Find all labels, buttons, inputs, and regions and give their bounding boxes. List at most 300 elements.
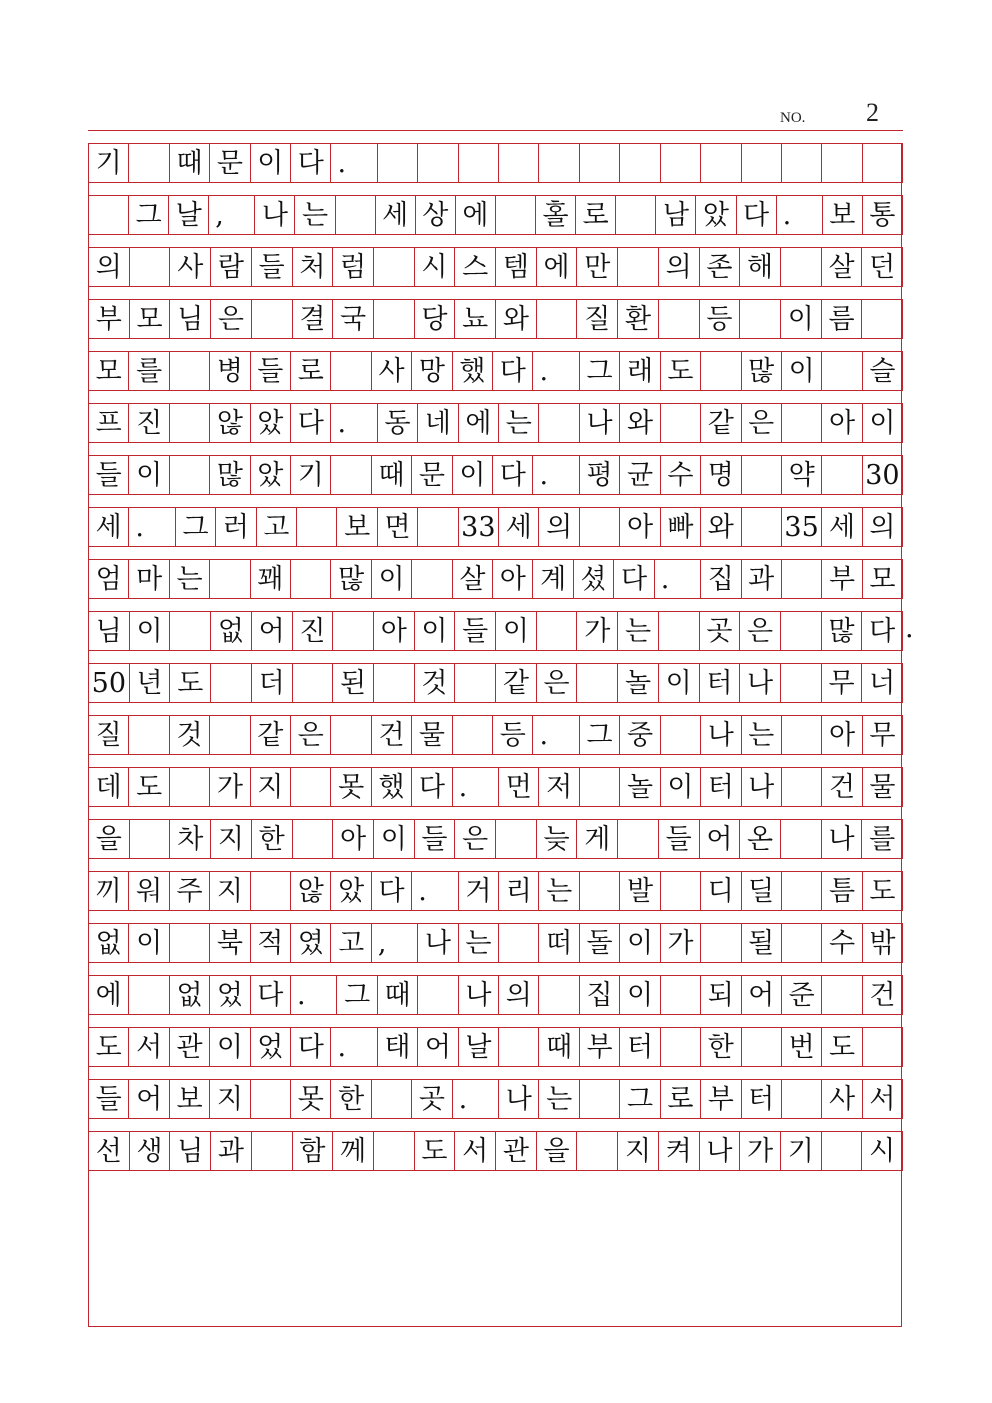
manuscript-cell: 먼 [499,768,539,806]
manuscript-cell: 같 [251,716,291,754]
manuscript-cell [170,924,210,962]
manuscript-cell: 어 [129,1080,169,1118]
manuscript-cell: 것 [170,716,210,754]
manuscript-cell [618,248,659,286]
manuscript-cell: 로 [576,196,616,234]
manuscript-cell [539,144,579,182]
manuscript-cell [863,144,903,182]
manuscript-cell [701,352,741,390]
manuscript-cell: 이 [210,1028,250,1066]
manuscript-cell: 다 [493,456,533,494]
manuscript-cell: 고 [257,508,297,546]
page-number: 2 [866,98,879,127]
manuscript-cell: 나 [499,1080,539,1118]
manuscript-cell: 진 [129,404,169,442]
manuscript-cell: 서 [455,1132,496,1170]
manuscript-cell: 거 [459,872,499,910]
manuscript-cell [453,716,493,754]
manuscript-cell: 터 [742,1080,782,1118]
manuscript-cell: 사 [170,248,211,286]
manuscript-cell [661,1028,701,1066]
manuscript-cell: 30 [863,456,903,494]
manuscript-cell [537,612,578,650]
manuscript-cell: 이 [620,924,660,962]
manuscript-cell: . [412,872,458,910]
manuscript-cell: 평 [580,456,620,494]
manuscript-cell: 의 [659,248,700,286]
manuscript-cell [378,144,418,182]
manuscript-cell: 발 [620,872,660,910]
manuscript-cell: 어 [252,612,293,650]
manuscript-cell: 준 [782,976,822,1014]
manuscript-cell [782,924,822,962]
manuscript-cell [701,924,741,962]
manuscript-cell [496,820,537,858]
manuscript-cell: 았 [331,872,371,910]
manuscript-cell: 아 [333,820,374,858]
manuscript-cell: 동 [378,404,418,442]
manuscript-cell: 는 [618,612,659,650]
manuscript-cell [580,144,620,182]
manuscript-cell [822,352,862,390]
manuscript-cell: 문 [412,456,452,494]
manuscript-cell: 는 [170,560,210,598]
manuscript-cell: 들 [251,352,291,390]
manuscript-cell: 곳 [700,612,741,650]
manuscript-cell: 된 [333,664,374,702]
manuscript-cell [129,716,169,754]
manuscript-cell: 이 [620,976,660,1014]
manuscript-cell: 뇨 [455,300,496,338]
manuscript-cell: 너 [862,664,903,702]
manuscript-cell [211,664,252,702]
manuscript-cell: 이 [129,456,169,494]
manuscript-cell: 이 [129,924,169,962]
manuscript-cell [862,300,903,338]
manuscript-cell: 환 [618,300,659,338]
manuscript-cell [661,404,701,442]
manuscript-cell: 사 [822,1080,862,1118]
manuscript-cell: 날 [169,196,209,234]
manuscript-cell: 나 [742,768,782,806]
manuscript-cell: 35 [782,508,822,546]
manuscript-cell: 관 [170,1028,210,1066]
manuscript-cell: 될 [742,924,782,962]
manuscript-cell: 집 [701,560,741,598]
manuscript-cell: 의 [88,248,130,286]
manuscript-cell [782,768,822,806]
manuscript-cell: 는 [742,716,782,754]
manuscript-cell: 당 [415,300,456,338]
manuscript-cell: 슬 [863,352,903,390]
manuscript-cell: 들 [455,612,496,650]
manuscript-cell [499,924,539,962]
manuscript-cell: 질 [577,300,618,338]
manuscript-cell: 같 [701,404,741,442]
manuscript-cell: 터 [620,1028,660,1066]
manuscript-cell: 었 [210,976,250,1014]
manuscript-cell [418,508,458,546]
manuscript-cell [782,560,822,598]
manuscript-cell: 은 [211,300,252,338]
manuscript-cell: 건 [822,768,862,806]
manuscript-cell: 들 [88,456,129,494]
manuscript-cell: 에 [537,248,578,286]
manuscript-cell: 없 [170,976,210,1014]
manuscript-cell: 지 [210,872,250,910]
manuscript-cell: 이 [782,352,822,390]
manuscript-cell: 은 [455,820,496,858]
manuscript-cell: 그 [337,976,377,1014]
manuscript-cell: 나 [459,976,499,1014]
manuscript-cell: 디 [701,872,741,910]
manuscript-cell [822,456,862,494]
manuscript-cell: 진 [293,612,334,650]
manuscript-cell [701,144,741,182]
manuscript-cell: 은 [537,664,578,702]
manuscript-cell: 무 [863,716,903,754]
manuscript-cell: 기 [781,1132,822,1170]
manuscript-cell: 남 [656,196,696,234]
manuscript-cell: 이 [453,456,493,494]
manuscript-cell: 이 [415,612,456,650]
manuscript-cell: 였 [291,924,331,962]
manuscript-cell: 께 [333,1132,374,1170]
manuscript-cell: 시 [862,1132,903,1170]
manuscript-cell: , [372,924,418,962]
manuscript-cell: 님 [170,1132,211,1170]
manuscript-cell: 다 [614,560,654,598]
manuscript-cell: 많 [742,352,782,390]
manuscript-cell: 다 [372,872,412,910]
manuscript-cell: 다 [291,404,331,442]
manuscript-cell [129,144,169,182]
manuscript-cell: . [453,1080,499,1118]
manuscript-cell: 서 [129,1028,169,1066]
manuscript-cell [781,612,822,650]
manuscript-cell [822,144,862,182]
manuscript-cell: 어 [418,1028,458,1066]
manuscript-cell: 나 [580,404,620,442]
manuscript-cell: 수 [661,456,701,494]
manuscript-cell: 아 [374,612,415,650]
manuscript-cell [782,716,822,754]
manuscript-cell: 때 [378,976,418,1014]
manuscript-cell: 다 [737,196,777,234]
manuscript-cell [742,508,782,546]
manuscript-cell: 등 [493,716,533,754]
manuscript-cell: 와 [496,300,537,338]
manuscript-cell [336,196,376,234]
manuscript-cell [539,976,579,1014]
manuscript-cell: 데 [88,768,129,806]
manuscript-cell: 다 [291,1028,331,1066]
manuscript-cell: 시 [415,248,456,286]
manuscript-cell: 의 [863,508,903,546]
manuscript-cell: 건 [863,976,903,1014]
manuscript-cell [252,300,293,338]
manuscript-cell: 에 [88,976,129,1014]
manuscript-cell: 못 [331,768,371,806]
manuscript-cell: 놀 [620,768,660,806]
manuscript-cell: 등 [700,300,741,338]
manuscript-cell: 세 [499,508,539,546]
manuscript-cell [333,612,374,650]
manuscript-cell [781,820,822,858]
manuscript-cell: 았 [696,196,736,234]
manuscript-cell: . [331,404,377,442]
manuscript-cell: 켜 [659,1132,700,1170]
manuscript-cell: 를 [129,352,169,390]
manuscript-cell: 보 [337,508,377,546]
manuscript-cell: 이 [863,404,903,442]
manuscript-cell: 존 [700,248,741,286]
manuscript-cell: 질 [88,716,129,754]
manuscript-cell [418,144,458,182]
manuscript-cell: 이 [781,300,822,338]
manuscript-cell: 때 [372,456,412,494]
manuscript-cell: 없 [88,924,129,962]
manuscript-cell: 떠 [539,924,579,962]
manuscript-cell [580,1080,620,1118]
manuscript-cell: 그 [580,716,620,754]
manuscript-cell: 생 [130,1132,171,1170]
manuscript-cell: 을 [537,1132,578,1170]
manuscript-row [88,455,903,495]
manuscript-cell: 님 [88,612,130,650]
manuscript-cell: 도 [415,1132,456,1170]
manuscript-cell: 나 [701,716,741,754]
manuscript-cell: 엄 [88,560,129,598]
manuscript-cell: 이 [659,664,700,702]
manuscript-cell: 다 [251,976,291,1014]
manuscript-cell [412,560,452,598]
manuscript-row [88,507,903,547]
manuscript-cell [577,664,618,702]
manuscript-cell [455,664,496,702]
manuscript-cell [782,872,822,910]
manuscript-cell: 꽤 [251,560,291,598]
manuscript-cell: 을 [88,820,130,858]
manuscript-cell: 로 [291,352,331,390]
manuscript-cell: 많 [210,456,250,494]
manuscript-cell [496,196,536,234]
manuscript-cell: 네 [418,404,458,442]
manuscript-cell [661,144,701,182]
manuscript-row [88,403,903,443]
manuscript-cell: 가 [210,768,250,806]
manuscript-cell [130,248,171,286]
manuscript-cell: 많 [331,560,371,598]
manuscript-cell: 과 [211,1132,252,1170]
manuscript-cell [291,768,331,806]
manuscript-cell: 부 [580,1028,620,1066]
manuscript-cell: 부 [88,300,130,338]
manuscript-cell [130,820,171,858]
manuscript-cell: 리 [499,872,539,910]
manuscript-cell: 다 [862,612,903,650]
manuscript-cell: 나 [255,196,295,234]
manuscript-cell: 다 [493,352,533,390]
manuscript-cell: 이 [496,612,537,650]
manuscript-cell: 보 [823,196,863,234]
manuscript-cell: 마 [129,560,169,598]
manuscript-cell: 균 [620,456,660,494]
manuscript-cell: 은 [740,612,781,650]
manuscript-row [88,923,903,963]
manuscript-cell [374,248,415,286]
manuscript-cell [742,456,782,494]
manuscript-cell: 그 [176,508,216,546]
manuscript-row [88,195,903,235]
manuscript-cell [372,1080,412,1118]
manuscript-cell [170,352,210,390]
manuscript-cell: 만 [577,248,618,286]
manuscript-cell [499,1028,539,1066]
manuscript-cell: 사 [372,352,412,390]
manuscript-cell: 람 [211,248,252,286]
manuscript-cell: 저 [539,768,579,806]
manuscript-cell: 지 [618,1132,659,1170]
manuscript-cell: 모 [863,560,903,598]
manuscript-row [88,767,903,807]
manuscript-cell [822,976,862,1014]
manuscript-cell [293,820,334,858]
manuscript-cell: . [291,976,337,1014]
manuscript-cell: 는 [295,196,335,234]
manuscript-cell: 한 [252,820,293,858]
manuscript-cell: 국 [333,300,374,338]
manuscript-cell: 선 [88,1132,130,1170]
manuscript-cell: 래 [620,352,660,390]
manuscript-cell: 살 [453,560,493,598]
manuscript-cell: 았 [251,404,291,442]
manuscript-cell: 도 [863,872,903,910]
manuscript-cell: 도 [822,1028,862,1066]
manuscript-cell: 33 [459,508,499,546]
manuscript-cell: 았 [251,456,291,494]
manuscript-cell: 곳 [412,1080,452,1118]
manuscript-cell [781,664,822,702]
manuscript-cell: 했 [372,768,412,806]
manuscript-cell: . [533,352,579,390]
manuscript-cell: 홀 [536,196,576,234]
manuscript-cell: . [331,144,377,182]
manuscript-cell: 없 [211,612,252,650]
manuscript-cell [580,872,620,910]
manuscript-cell: 세 [376,196,416,234]
manuscript-cell: 를 [862,820,903,858]
manuscript-cell: 서 [863,1080,903,1118]
manuscript-cell: 가 [740,1132,781,1170]
manuscript-cell: 세 [88,508,129,546]
manuscript-cell: 관 [496,1132,537,1170]
manuscript-cell: 적 [251,924,291,962]
manuscript-cell: 지 [211,820,252,858]
manuscript-cell: 게 [577,820,618,858]
manuscript-cell: 들 [659,820,700,858]
manuscript-row [88,247,903,287]
manuscript-cell: 들 [415,820,456,858]
manuscript-cell [170,456,210,494]
manuscript-cell [616,196,656,234]
manuscript-cell [88,196,129,234]
manuscript-cell: 가 [661,924,701,962]
manuscript-cell [297,508,337,546]
manuscript-cell: 프 [88,404,129,442]
manuscript-cell: 나 [418,924,458,962]
manuscript-cell: 름 [822,300,863,338]
manuscript-cell: , [209,196,255,234]
manuscript-cell [374,664,415,702]
manuscript-cell: 한 [701,1028,741,1066]
manuscript-row [88,351,903,391]
manuscript-cell [170,404,210,442]
manuscript-cell [537,300,578,338]
manuscript-cell [580,768,620,806]
manuscript-cell: 에 [456,196,496,234]
manuscript-cell: 과 [742,560,782,598]
manuscript-cell: 못 [291,1080,331,1118]
manuscript-cell: 처 [293,248,334,286]
manuscript-cell: 밖 [863,924,903,962]
manuscript-cell: 그 [620,1080,660,1118]
manuscript-cell: 부 [822,560,862,598]
manuscript-cell: 북 [210,924,250,962]
manuscript-cell [252,1132,293,1170]
manuscript-row [88,1079,903,1119]
manuscript-cell: 던 [862,248,903,286]
manuscript-row [88,299,903,339]
manuscript-cell [742,1028,782,1066]
manuscript-cell: 기 [291,456,331,494]
manuscript-cell: 는 [459,924,499,962]
manuscript-cell: 많 [822,612,863,650]
manuscript-cell: 50 [88,664,130,702]
manuscript-cell: 다 [291,144,331,182]
manuscript-cell [577,1132,618,1170]
manuscript-cell: 아 [822,716,862,754]
manuscript-cell: 않 [291,872,331,910]
manuscript-cell: 태 [378,1028,418,1066]
manuscript-cell: 이 [251,144,291,182]
manuscript-cell: 들 [252,248,293,286]
manuscript-cell: . [331,1028,377,1066]
manuscript-cell: 들 [88,1080,129,1118]
manuscript-cell: . [533,716,579,754]
manuscript-cell [374,1132,415,1170]
manuscript-cell: 님 [170,300,211,338]
manuscript-cell: 더 [252,664,293,702]
manuscript-cell [374,300,415,338]
manuscript-row [88,143,903,183]
manuscript-cell: 셨 [574,560,614,598]
manuscript-cell [580,508,620,546]
manuscript-cell [659,612,700,650]
manuscript-cell: 이 [130,612,171,650]
manuscript-cell [210,716,250,754]
manuscript-cell [661,976,701,1014]
manuscript-cell [659,300,700,338]
manuscript-cell: 딜 [742,872,782,910]
manuscript-cell: 나 [700,1132,741,1170]
manuscript-row [88,819,903,859]
manuscript-cell [782,404,822,442]
manuscript-row [88,715,903,755]
manuscript-cell: 기 [88,144,129,182]
manuscript-cell: 물 [863,768,903,806]
manuscript-cell [331,352,371,390]
